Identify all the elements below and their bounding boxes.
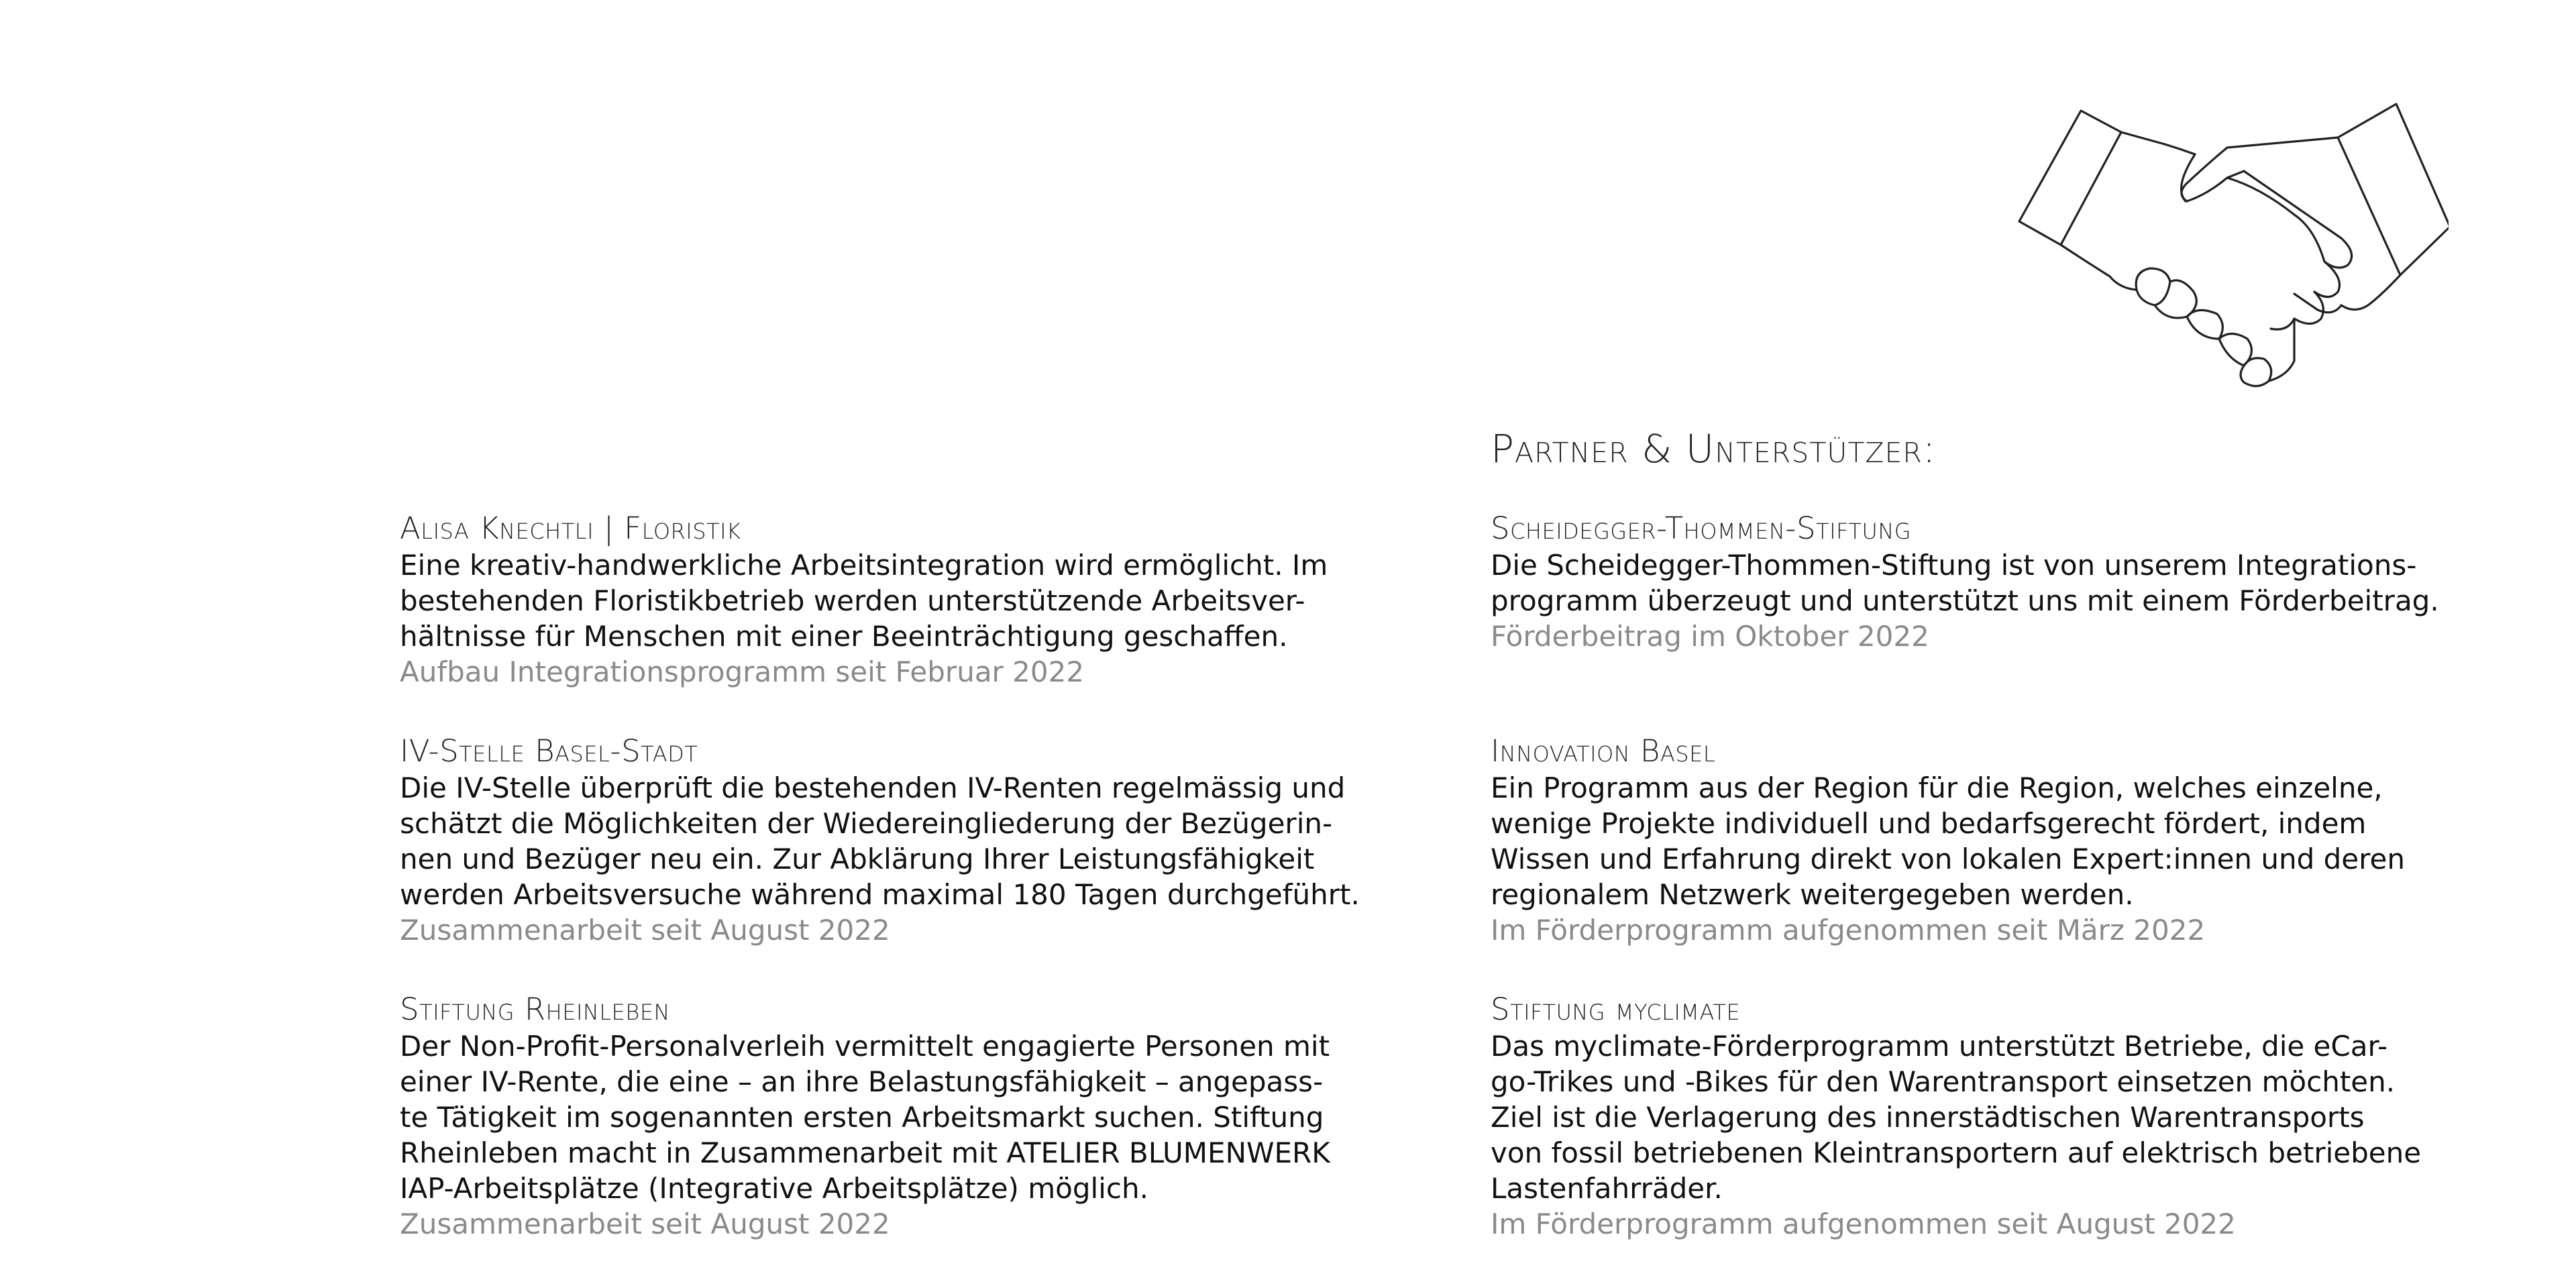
partner-description: Ein Programm aus der Region für die Region, welches einzelne, wenige Projekte individuell und bedarfsgerecht fördert, indem Wissen und Erfahrung direkt von lokalen Expert:innen und deren regionalem Netzwerk weitergegeben werden. (1491, 771, 2405, 911)
partner-description: Die Scheidegger-Thommen-Stiftung ist von unserem Integrations- programm überzeugt und unterstützt uns mit einem Förderbeitrag. (1491, 549, 2439, 617)
partner-description: Das myclimate-Förderprogramm unterstützt Betriebe, die eCar- go-Trikes und -Bikes für den Warentransport einsetzen möchten. Ziel ist die Verlagerung des innerstädtischen Warentransports von fossil betriebenen Kleintransportern auf elektrisch betriebene Lastenfahrräder. (1491, 1030, 2422, 1205)
partner-title: Stiftung myclimate (1491, 991, 1741, 1027)
partner-date-note: Im Förderprogramm aufgenommen seit März 2022 (1491, 914, 2206, 947)
partner-entry (400, 733, 1473, 948)
partner-description: Die IV-Stelle überprüft die bestehenden IV-Renten regelmässig und schätzt die Möglichkeiten der Wiedereingliederung der Bezügerin- nen und Bezüger neu ein. Zur Abklärung Ihrer Leistungsfähigkeit werden Arbeitsversuche während maximal 180 Tagen durchgeführt. (400, 771, 1360, 911)
section-heading: Partner & Unterstützer: (1491, 426, 1937, 472)
partner-date-note: Förderbeitrag im Oktober 2022 (1491, 620, 1929, 653)
partner-date-note: Aufbau Integrationsprogramm seit Februar 2022 (400, 655, 1085, 688)
partner-entry (400, 991, 1473, 1242)
partner-date-note: Zusammenarbeit seit August 2022 (400, 1208, 890, 1240)
partner-date-note: Zusammenarbeit seit August 2022 (400, 914, 890, 947)
partner-entry (400, 510, 1473, 690)
handshake-icon (2006, 101, 2449, 396)
partner-entry (1491, 510, 2564, 654)
partner-entry (1491, 991, 2564, 1242)
partner-title: Innovation Basel (1491, 733, 1716, 769)
partner-title: Stiftung Rheinleben (400, 991, 670, 1027)
partner-title: Scheidegger-Thommen-Stiftung (1491, 511, 1912, 546)
partner-title: IV-Stelle Basel-Stadt (400, 733, 698, 769)
partner-description: Der Non-Profit-Personalverleih vermittelt engagierte Personen mit einer IV-Rente, die eine – an ihre Belastungsfähigkeit – angepass- te Tätigkeit im sogenannten ersten Arbeitsmarkt suchen. Stiftung Rheinleben macht in Zusammenarbeit mit ATELIER BLUMENWERK IAP-Arbeitsplätze (Integrative Arbeitsplätze) möglich. (400, 1030, 1330, 1205)
partner-description: Eine kreativ-handwerkliche Arbeitsintegration wird ermöglicht. Im bestehenden Floristikbetrieb werden unterstützende Arbeitsver- hältnisse für Menschen mit einer Beeinträchtigung geschaffen. (400, 549, 1328, 653)
partner-date-note: Im Förderprogramm aufgenommen seit August 2022 (1491, 1208, 2236, 1240)
partner-title: Alisa Knechtli | Floristik (400, 511, 741, 546)
partner-entry (1491, 733, 2564, 948)
